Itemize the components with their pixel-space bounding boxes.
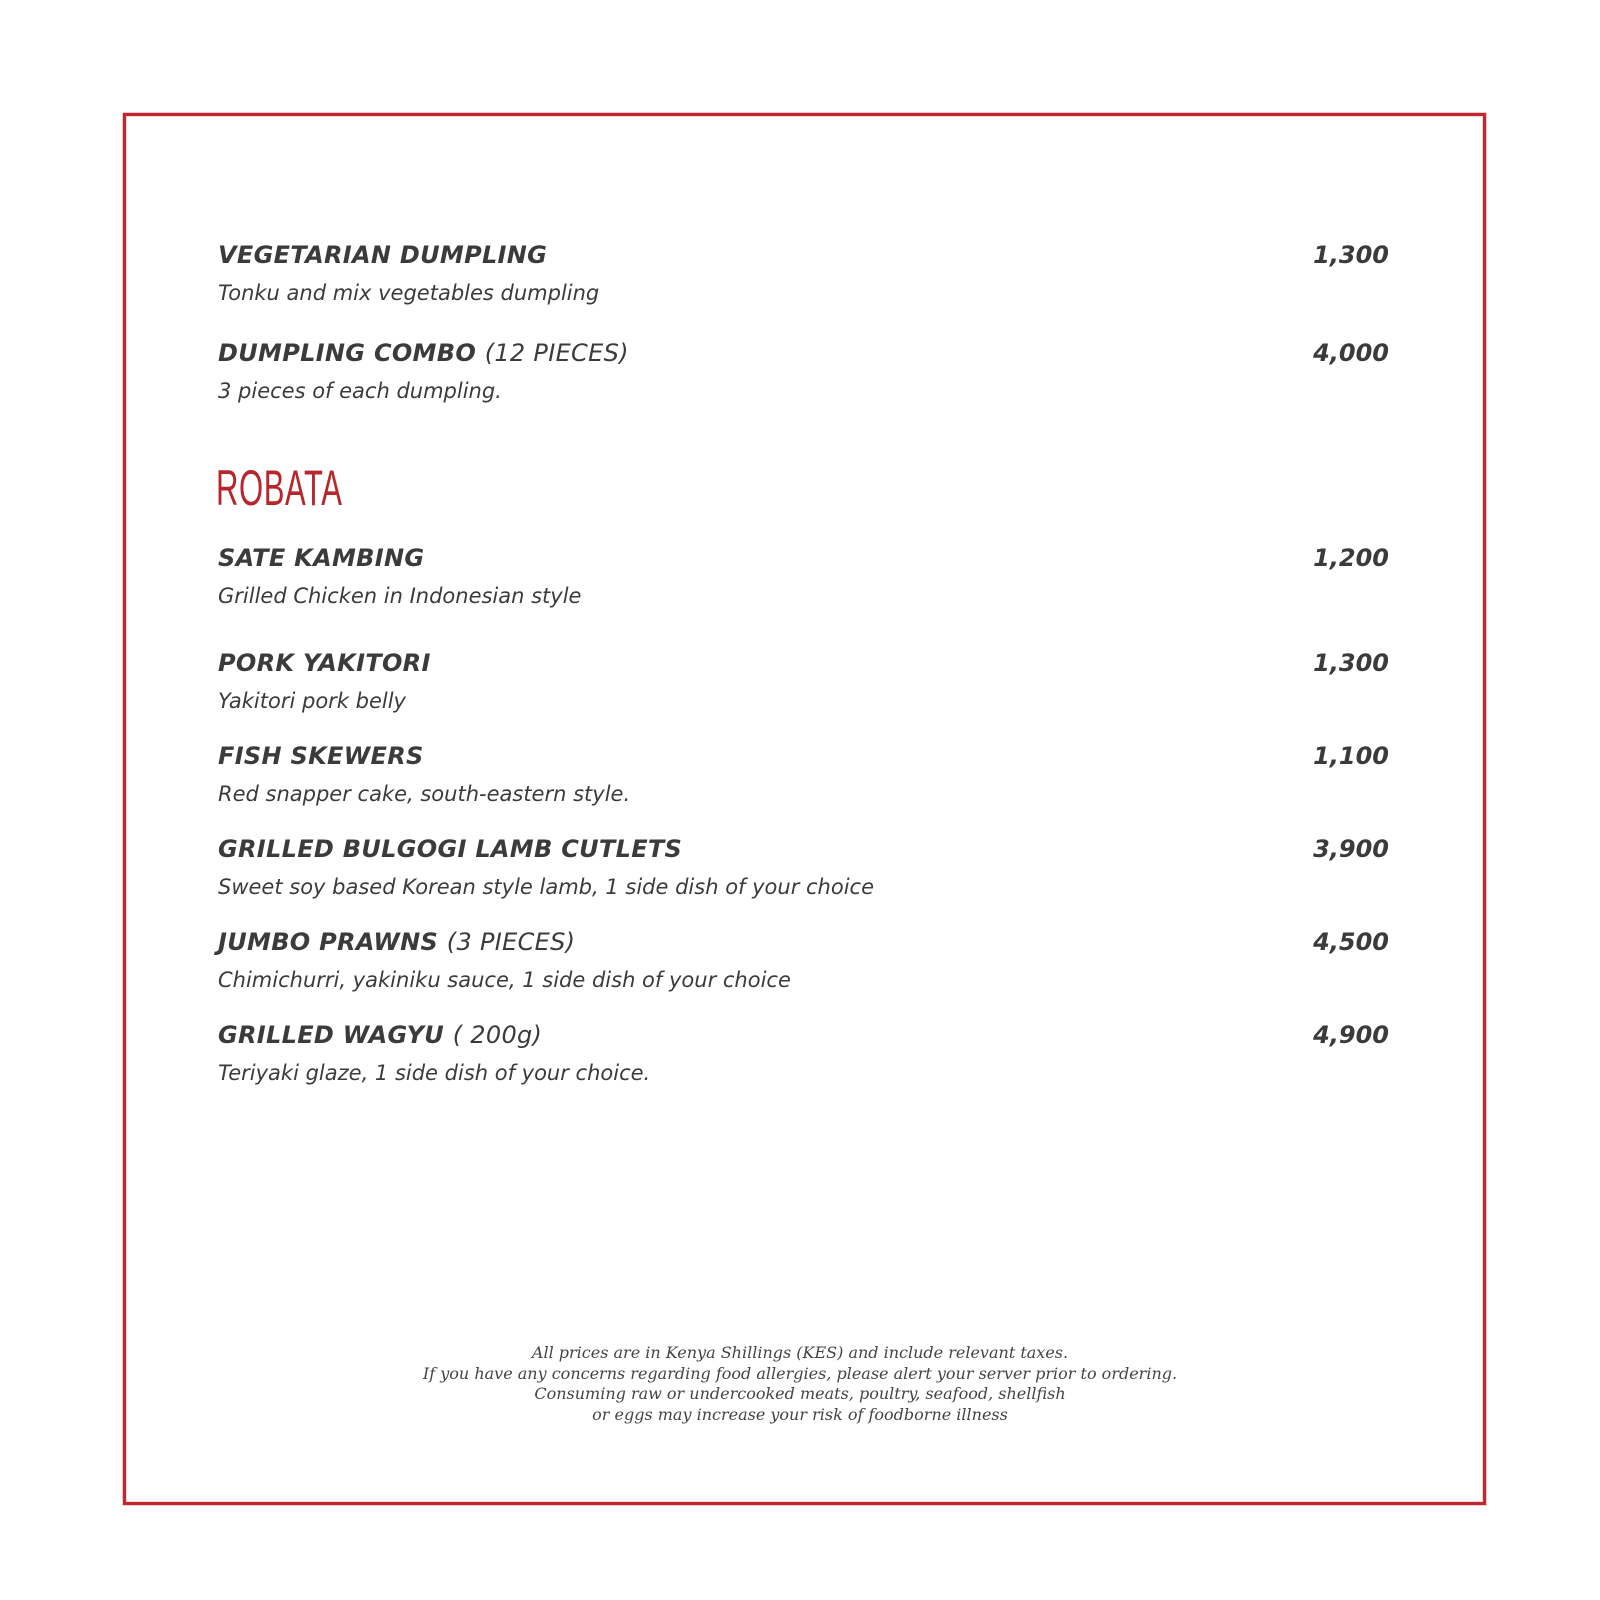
item-name: SATE KAMBING: [218, 544, 425, 572]
menu-border-frame: [123, 113, 1486, 1505]
menu-item-price: 1,300: [1313, 649, 1389, 677]
menu-item-name: [218, 240, 547, 270]
item-portion-note: (3 PIECES): [446, 928, 576, 956]
menu-item-description: Grilled Chicken in Indonesian style: [218, 584, 582, 608]
section-title: ROBATA: [216, 460, 343, 516]
menu-item-price: 1,200: [1313, 544, 1389, 572]
disclaimer-line: If you have any concerns regarding food allergies, please alert your server prior to ordering.: [422, 1363, 1178, 1383]
item-name: DUMPLING COMBO: [218, 339, 477, 367]
menu-item-name: [218, 927, 575, 957]
menu-item-name: [218, 741, 424, 771]
menu-item-price: 4,900: [1313, 1021, 1389, 1049]
menu-item-price: 1,100: [1313, 742, 1389, 770]
menu-item-price: 4,000: [1313, 339, 1389, 367]
disclaimer-line: Consuming raw or undercooked meats, poultry, seafood, shellfish: [534, 1384, 1066, 1403]
disclaimer-line: or eggs may increase your risk of foodborne illness: [592, 1404, 1008, 1424]
item-name: GRILLED BULGOGI LAMB CUTLETS: [218, 835, 683, 863]
menu-item-name: [218, 1020, 542, 1050]
menu-item-description: Red snapper cake, south-eastern style.: [218, 782, 631, 806]
menu-item-description: Chimichurri, yakiniku sauce, 1 side dish of your choice: [218, 968, 791, 992]
item-name: FISH SKEWERS: [218, 742, 424, 770]
disclaimer-line: All prices are in Kenya Shillings (KES) and include relevant taxes.: [531, 1343, 1069, 1362]
menu-item-description: Yakitori pork belly: [218, 689, 406, 713]
menu-item-name: [218, 338, 629, 368]
menu-item-price: 1,300: [1313, 241, 1389, 269]
menu-item-description: Sweet soy based Korean style lamb, 1 side dish of your choice: [218, 875, 875, 899]
item-name: JUMBO PRAWNS: [218, 928, 439, 956]
item-name: PORK YAKITORI: [218, 649, 431, 677]
menu-item-name: [218, 648, 431, 678]
item-portion-note: ( 200g): [452, 1021, 543, 1049]
item-portion-note: (12 PIECES): [484, 339, 629, 367]
price-disclaimer: [0, 1343, 1600, 1425]
menu-item-description: Tonku and mix vegetables dumpling: [218, 281, 600, 305]
menu-item-price: 3,900: [1313, 835, 1389, 863]
menu-item-price: 4,500: [1313, 928, 1389, 956]
menu-item-description: 3 pieces of each dumpling.: [218, 379, 502, 403]
item-name: GRILLED WAGYU: [218, 1021, 445, 1049]
menu-item-name: [218, 834, 682, 864]
menu-item-name: [218, 543, 424, 573]
item-name: VEGETARIAN DUMPLING: [218, 241, 548, 269]
menu-item-description: Teriyaki glaze, 1 side dish of your choice.: [218, 1061, 651, 1085]
